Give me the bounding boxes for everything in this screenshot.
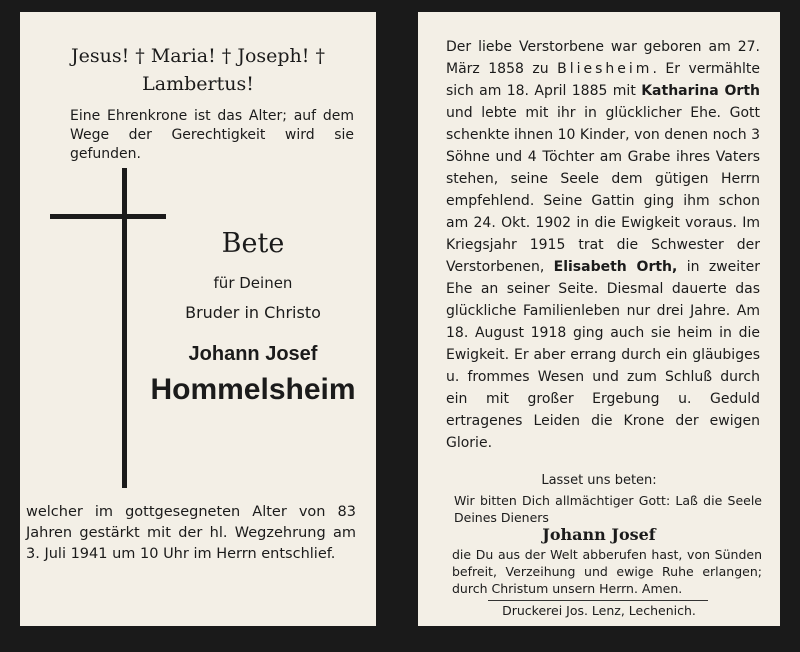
first-wife-name: Katharina Orth bbox=[641, 83, 760, 99]
lasset-uns-beten: Lasset uns beten: bbox=[541, 473, 657, 488]
bio-part-4: in zweiter Ehe an seiner Seite. Diesmal dauerte das glückliche Familienleben nur drei Jahre. Am 18. August 1918 ging auch sie heim in die Ewigkeit. Er aber errang durch ein gläubiges u. frommes Wesen und zum Schluß durch ein mit großer Ergebung u. Geduld ertragenes Leiden die Krone der ewigen Glorie. bbox=[446, 259, 760, 451]
second-wife-name: Elisabeth Orth, bbox=[553, 259, 678, 275]
left-card bbox=[20, 12, 376, 626]
printer-imprint: Druckerei Jos. Lenz, Lechenich. bbox=[502, 603, 696, 618]
invocation-line-2: Lambertus! bbox=[142, 73, 254, 95]
invocation bbox=[20, 42, 376, 98]
bio-part-2: . Er vermählte sich am 18. April 1885 mit bbox=[446, 61, 760, 99]
divider bbox=[488, 600, 708, 601]
bruder-in-christo: Bruder in Christo bbox=[185, 303, 321, 322]
prayer-name: Johann Josef bbox=[542, 525, 656, 544]
prayer-intro: Wir bitten Dich allmächtiger Gott: Laß die Seele Deines Dieners bbox=[454, 493, 762, 525]
death-notice-text: welcher im gottgesegneten Alter von 83 Jahren gestärkt mit der hl. Wegzehrung am 3. Juli 1941 um 10 Uhr im Herrn entschlief. bbox=[26, 504, 356, 562]
right-card bbox=[418, 12, 780, 626]
prayer-closing: die Du aus der Welt abberufen hast, von Sünden befreit, Verzeihung und ewige Ruhe erlangen; durch Christum unsern Herrn. Amen. bbox=[452, 547, 762, 596]
deceased-surname: Hommelsheim bbox=[150, 373, 356, 406]
cross-icon-bar bbox=[50, 214, 166, 219]
fuer-deinen: für Deinen bbox=[213, 274, 293, 292]
proverb-text: Eine Ehrenkrone ist das Alter; auf dem Wege der Gerechtigkeit wird sie gefunden. bbox=[70, 108, 354, 162]
invocation-line-1: Jesus! † Maria! † Joseph! † bbox=[71, 45, 325, 67]
bio-part-1: Der liebe Verstorbene war geboren am 27. März 1858 zu bbox=[446, 39, 760, 77]
bio-part-3: und lebte mit ihr in glücklicher Ehe. Gott schenkte ihnen 10 Kinder, von denen noch 3 Söhne und 4 Töchter am Grabe ihres Vaters stehen, seine Seele dem gütigen Herrn empfehlend. Seine Gattin ging ihm schon am 24. Okt. 1902 in die Ewigkeit voraus. Im Kriegsjahr 1915 trat die Schwester der Verstorbenen, bbox=[446, 105, 760, 275]
deceased-given-names: Johann Josef bbox=[188, 343, 318, 365]
bete-heading: Bete bbox=[221, 228, 285, 259]
prayer-request bbox=[140, 226, 366, 408]
biography bbox=[446, 36, 760, 454]
birthplace: Bliesheim bbox=[557, 61, 653, 77]
